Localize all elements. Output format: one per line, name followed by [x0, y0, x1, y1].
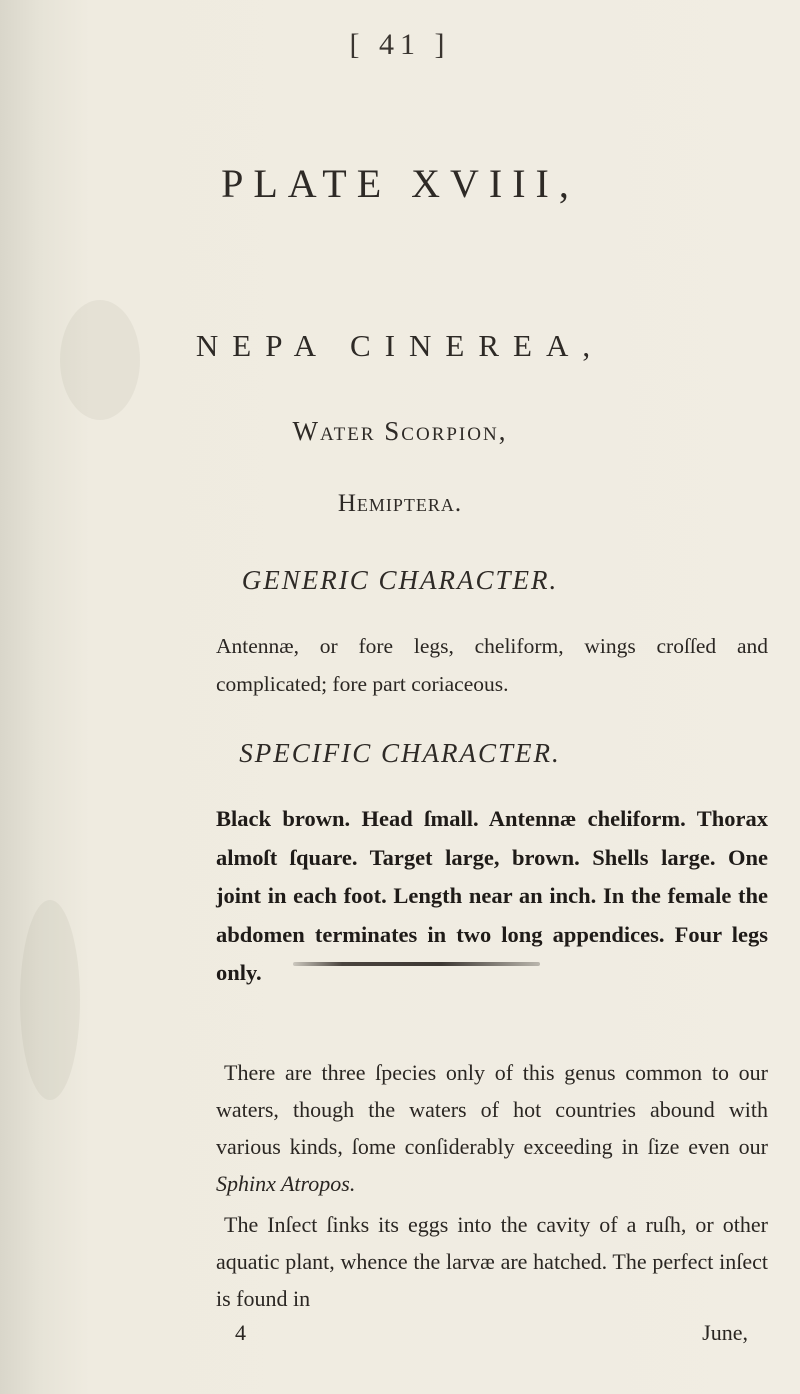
common-name: Water Scorpion,: [292, 416, 508, 446]
plate-title: PLATE XVIII,: [221, 161, 579, 206]
signature-mark: 4: [235, 1320, 246, 1345]
generic-character-heading: GENERIC CHARACTER.: [241, 565, 559, 595]
specific-character-text: Black brown. Head ſmall. Antennæ cheliform. Thorax almoſt ſquare. Target large, brown. Shells large. One joint in each foot. Length near an inch. In the female the abdomen terminates in two long appendices. Four legs only.: [216, 806, 768, 985]
specific-character-heading: SPECIFIC CHARACTER.: [239, 738, 561, 768]
body-paragraph-2: The Inſect ſinks its eggs into the cavity of a ruſh, or other aquatic plant, whence the larvæ are hatched. The perfect inſect is found in: [216, 1212, 768, 1311]
section-divider: [293, 962, 540, 966]
sphinx-atropos-italic: Sphinx Atropos.: [216, 1171, 356, 1196]
body-paragraph-1: [216, 1054, 768, 1202]
body-paragraph-1-text: There are three ſpecies only of this genus common to our waters, though the waters of hot countries abound with various kinds, ſome conſiderably exceeding in ſize even our: [216, 1060, 768, 1159]
page-number: [ 41 ]: [349, 28, 451, 61]
catchword: June,: [702, 1320, 748, 1345]
species-name: NEPA CINEREA,: [195, 328, 605, 363]
order-name: Hemiptera.: [337, 490, 463, 517]
paper-smudge: [20, 900, 80, 1100]
generic-character-text: Antennæ, or fore legs, cheliform, wings croſſed and complicated; fore part coriaceous.: [216, 634, 768, 696]
